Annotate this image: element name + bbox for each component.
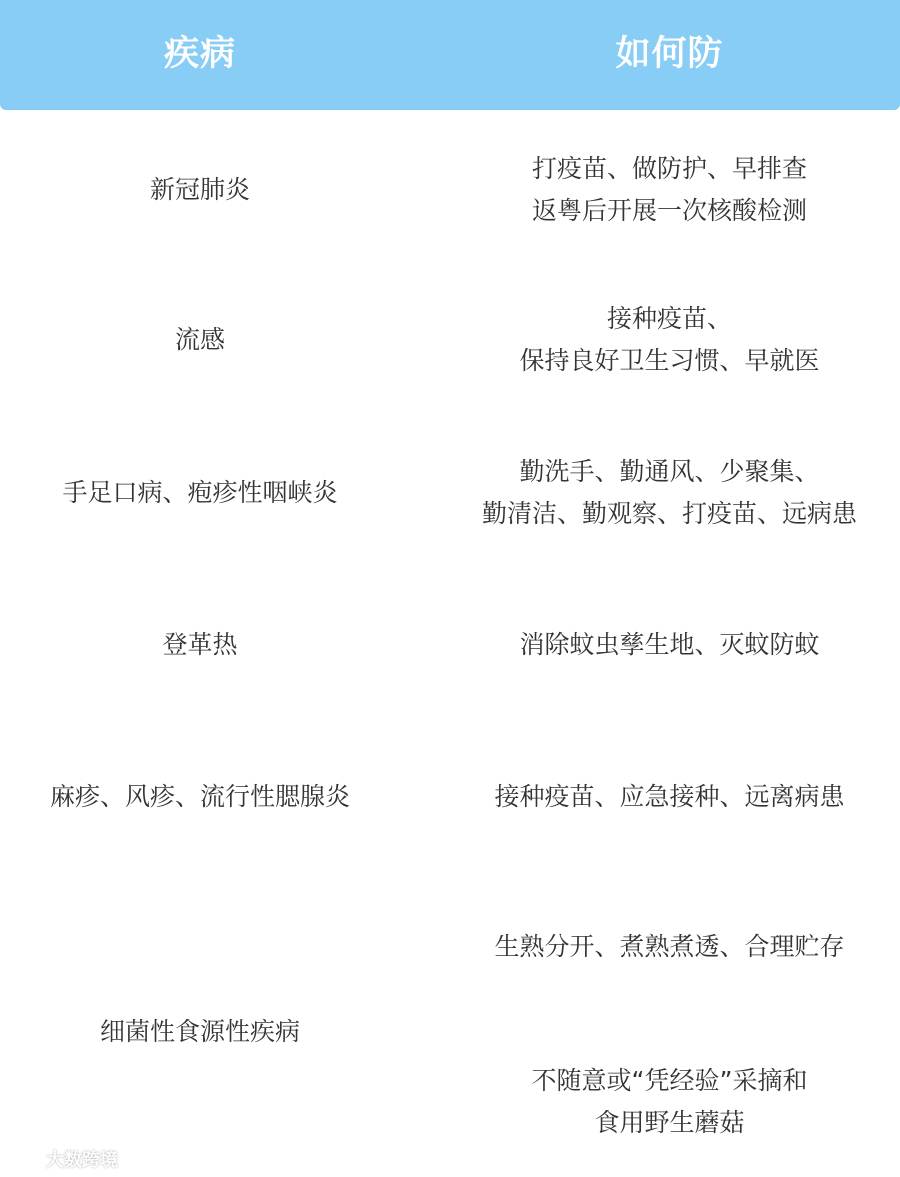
prevention-cell bbox=[437, 1058, 900, 1146]
prevention-line: 不随意或“凭经验”采摘和 bbox=[531, 1066, 808, 1095]
disease-name: 新冠肺炎 bbox=[149, 175, 250, 204]
prevention-cell bbox=[437, 912, 900, 982]
table-row bbox=[0, 438, 900, 548]
prevention-line: 消除蚊虫孳生地、灭蚊防蚊 bbox=[519, 630, 820, 659]
disease-cell bbox=[0, 610, 400, 680]
watermark-text: 大数跨境 bbox=[46, 1150, 118, 1171]
prevention-cell bbox=[437, 762, 900, 832]
header-disease: 疾病 bbox=[163, 34, 236, 74]
prevention-line: 返粤后开展一次核酸检测 bbox=[531, 196, 807, 225]
prevention-line: 接种疫苗、 bbox=[606, 304, 732, 333]
prevention-cell bbox=[437, 610, 900, 680]
table-row bbox=[0, 285, 900, 395]
table-row bbox=[0, 135, 900, 245]
disease-name: 麻疹、风疹、流行性腮腺炎 bbox=[49, 782, 350, 811]
disease-cell bbox=[0, 762, 400, 832]
disease-name: 登革热 bbox=[162, 630, 238, 659]
prevention-line: 保持良好卫生习惯、早就医 bbox=[519, 346, 820, 375]
prevention-line: 打疫苗、做防护、早排查 bbox=[531, 154, 807, 183]
disease-name: 手足口病、疱疹性咽峡炎 bbox=[62, 478, 338, 507]
table-row bbox=[0, 762, 900, 832]
disease-cell bbox=[0, 285, 400, 395]
prevention-cell bbox=[437, 285, 900, 395]
prevention-line: 食用野生蘑菇 bbox=[594, 1108, 745, 1137]
prevention-block bbox=[0, 1058, 900, 1146]
disease-cell bbox=[0, 135, 400, 245]
disease-cell bbox=[0, 438, 400, 548]
prevention-line: 生熟分开、煮熟煮透、合理贮存 bbox=[494, 932, 845, 961]
prevention-line: 勤洗手、勤通风、少聚集、 bbox=[519, 457, 820, 486]
header-prevention: 如何防 bbox=[615, 34, 724, 74]
prevention-line: 接种疫苗、应急接种、远离病患 bbox=[494, 782, 845, 811]
prevention-cell bbox=[437, 438, 900, 548]
prevention-line: 勤清洁、勤观察、打疫苗、远病患 bbox=[481, 499, 857, 528]
table-header bbox=[0, 0, 900, 110]
prevention-block bbox=[0, 912, 900, 982]
watermark bbox=[8, 1146, 118, 1172]
table-row bbox=[0, 610, 900, 680]
disease-name: 细菌性食源性疾病 bbox=[99, 1017, 300, 1046]
prevention-cell bbox=[437, 135, 900, 245]
disease-name: 流感 bbox=[174, 325, 225, 354]
chat-bubbles-logo-icon bbox=[8, 1148, 42, 1170]
